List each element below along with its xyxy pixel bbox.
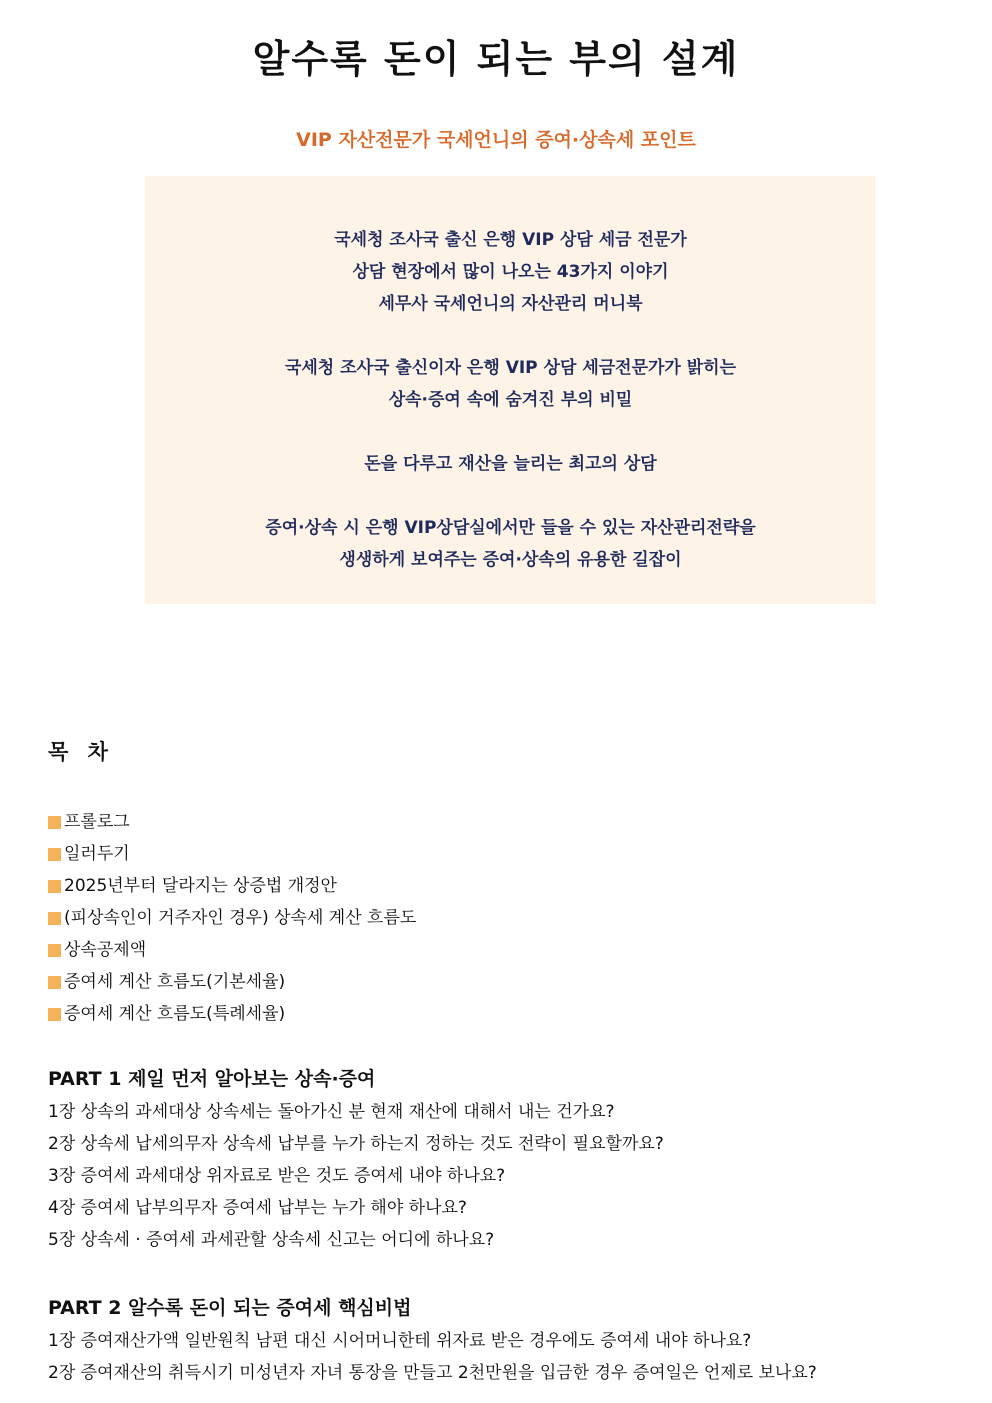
part-title: PART 1 제일 먼저 알아보는 상속·증여 bbox=[48, 1068, 376, 1090]
promo-line: 생생하게 보여주는 증여·상속의 유용한 길잡이 bbox=[339, 550, 682, 570]
promo-line: 국세청 조사국 출신 은행 VIP 상담 세금 전문가 bbox=[334, 230, 687, 250]
promo-line: 세무사 국세언니의 자산관리 머니북 bbox=[378, 294, 643, 314]
square-bullet-icon bbox=[48, 816, 61, 829]
toc-item bbox=[48, 934, 416, 966]
part-1-section bbox=[48, 1062, 664, 1256]
chapter-item: 5장 상속세 · 증여세 과세관할 상속세 신고는 어디에 하나요? bbox=[48, 1230, 495, 1250]
toc-item bbox=[48, 870, 416, 902]
chapter-item: 3장 증여세 과세대상 위자료로 받은 것도 증여세 내야 하나요? bbox=[48, 1166, 506, 1186]
square-bullet-icon bbox=[48, 1008, 61, 1021]
promo-line: 국세청 조사국 출신이자 은행 VIP 상담 세금전문가가 밝히는 bbox=[284, 358, 737, 378]
toc-item-label: 2025년부터 달라지는 상증법 개정안 bbox=[64, 876, 337, 896]
toc-item-label: 증여세 계산 흐름도(기본세율) bbox=[64, 972, 286, 992]
toc-item-label: 일러두기 bbox=[64, 844, 130, 864]
toc-list bbox=[48, 806, 416, 1030]
book-subtitle: VIP 자산전문가 국세언니의 증여·상속세 포인트 bbox=[296, 129, 696, 151]
square-bullet-icon bbox=[48, 944, 61, 957]
promo-line: 상속·증여 속에 숨겨진 부의 비밀 bbox=[388, 390, 633, 410]
toc-item-label: 프롤로그 bbox=[64, 812, 130, 832]
toc-item-label: (피상속인이 거주자인 경우) 상속세 계산 흐름도 bbox=[64, 908, 417, 928]
square-bullet-icon bbox=[48, 912, 61, 925]
chapter-item: 2장 증여재산의 취득시기 미성년자 자녀 통장을 만들고 2천만원을 입금한 경우 증여일은 언제로 보나요? bbox=[48, 1363, 817, 1383]
chapter-item: 4장 증여세 납부의무자 증여세 납부는 누가 해야 하나요? bbox=[48, 1198, 467, 1218]
toc-item bbox=[48, 902, 416, 934]
chapter-item: 1장 상속의 과세대상 상속세는 돌아가신 분 현재 재산에 대해서 내는 건가요? bbox=[48, 1102, 615, 1122]
square-bullet-icon bbox=[48, 880, 61, 893]
chapter-item: 2장 상속세 납세의무자 상속세 납부를 누가 하는지 정하는 것도 전략이 필요할까요? bbox=[48, 1134, 664, 1154]
toc-item-label: 상속공제액 bbox=[64, 940, 147, 960]
toc-heading: 목 차 bbox=[48, 740, 114, 764]
toc-item bbox=[48, 998, 416, 1030]
promo-line: 상담 현장에서 많이 나오는 43가지 이야기 bbox=[352, 262, 669, 282]
square-bullet-icon bbox=[48, 848, 61, 861]
chapter-item: 1장 증여재산가액 일반원칙 남편 대신 시어머니한테 위자료 받은 경우에도 증여세 내야 하나요? bbox=[48, 1331, 752, 1351]
part-2-section bbox=[48, 1291, 817, 1389]
toc-item bbox=[48, 966, 416, 998]
book-title: 알수록 돈이 되는 부의 설계 bbox=[252, 37, 740, 81]
square-bullet-icon bbox=[48, 976, 61, 989]
promo-line: 돈을 다루고 재산을 늘리는 최고의 상담 bbox=[364, 454, 657, 474]
promo-box bbox=[145, 176, 876, 604]
toc-item bbox=[48, 838, 416, 870]
toc-item bbox=[48, 806, 416, 838]
toc-item-label: 증여세 계산 흐름도(특례세율) bbox=[64, 1004, 286, 1024]
promo-line: 증여·상속 시 은행 VIP상담실에서만 들을 수 있는 자산관리전략을 bbox=[265, 518, 756, 538]
part-title: PART 2 알수록 돈이 되는 증여세 핵심비법 bbox=[48, 1297, 412, 1319]
